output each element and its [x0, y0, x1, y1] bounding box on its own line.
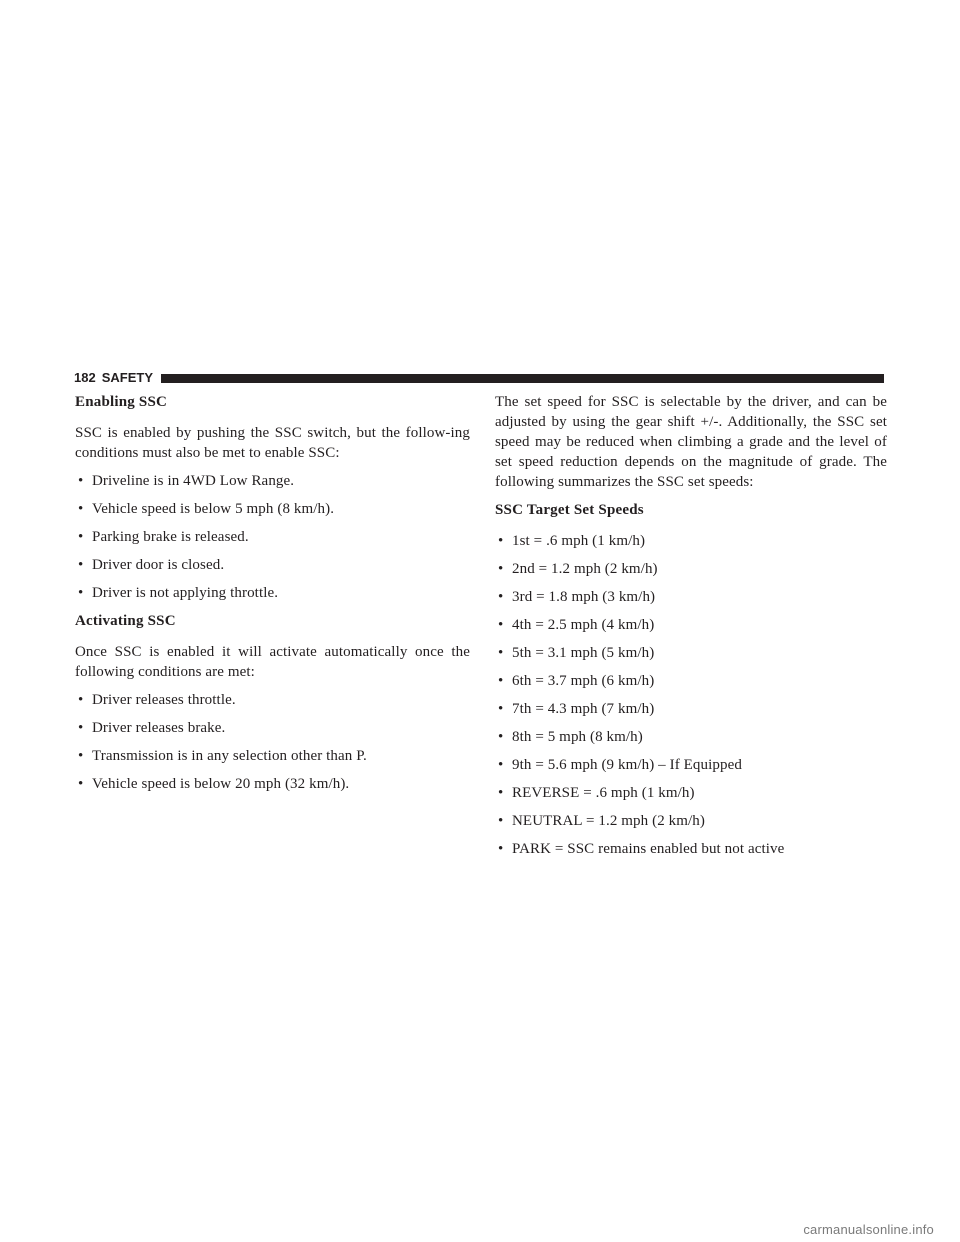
bullet-icon: • [78, 692, 84, 708]
list-item: • Driver releases brake. [75, 718, 470, 738]
list-item: • Parking brake is released. [75, 527, 470, 547]
enabling-intro: SSC is enabled by pushing the SSC switch, but the follow-ing conditions must also be met to enable SSC: [75, 425, 470, 461]
bullet-icon: • [78, 776, 84, 792]
page-header [74, 370, 884, 386]
bullet-icon: • [498, 729, 504, 745]
activating-intro: Once SSC is enabled it will activate automatically once the following conditions are met: [75, 644, 470, 680]
header-rule [161, 374, 884, 383]
bullet-icon: • [78, 473, 84, 489]
list-item: • Driveline is in 4WD Low Range. [75, 471, 470, 491]
bullet-icon: • [498, 561, 504, 577]
watermark: carmanualsonline.info [803, 1222, 934, 1237]
list-item: • 1st = .6 mph (1 km/h) [495, 531, 887, 551]
list-item: • Driver door is closed. [75, 555, 470, 575]
activating-list [75, 690, 470, 794]
speeds-list [495, 531, 887, 859]
bullet-icon: • [498, 813, 504, 829]
bullet-icon: • [498, 673, 504, 689]
right-column [495, 392, 887, 867]
bullet-icon: • [498, 645, 504, 661]
enabling-heading: Enabling SSC [75, 394, 168, 410]
list-item: • Transmission is in any selection other than P. [75, 746, 470, 766]
bullet-icon: • [78, 585, 84, 601]
list-item: • 8th = 5 mph (8 km/h) [495, 727, 887, 747]
bullet-icon: • [498, 841, 504, 857]
list-item: • 7th = 4.3 mph (7 km/h) [495, 699, 887, 719]
list-item: • Driver is not applying throttle. [75, 583, 470, 603]
activating-heading: Activating SSC [75, 613, 176, 629]
bullet-icon: • [498, 533, 504, 549]
list-item: • 2nd = 1.2 mph (2 km/h) [495, 559, 887, 579]
list-item: • 5th = 3.1 mph (5 km/h) [495, 643, 887, 663]
enabling-list [75, 471, 470, 603]
list-item: • Vehicle speed is below 20 mph (32 km/h). [75, 774, 470, 794]
set-speed-intro: The set speed for SSC is selectable by the driver, and can be adjusted by using the gear shift +/-. Additionally, the SSC set speed may be reduced when climbing a grade and the level of set speed reduction depends on the magnitude of grade. The following summarizes the SSC set speeds: [495, 394, 887, 490]
list-item: • 3rd = 1.8 mph (3 km/h) [495, 587, 887, 607]
list-item: • 6th = 3.7 mph (6 km/h) [495, 671, 887, 691]
list-item: • 4th = 2.5 mph (4 km/h) [495, 615, 887, 635]
bullet-icon: • [78, 748, 84, 764]
speeds-heading: SSC Target Set Speeds [495, 502, 644, 518]
bullet-icon: • [498, 757, 504, 773]
bullet-icon: • [498, 589, 504, 605]
list-item: • PARK = SSC remains enabled but not active [495, 839, 887, 859]
list-item: • 9th = 5.6 mph (9 km/h) – If Equipped [495, 755, 887, 775]
bullet-icon: • [498, 617, 504, 633]
left-column [75, 392, 470, 802]
list-item: • Vehicle speed is below 5 mph (8 km/h). [75, 499, 470, 519]
bullet-icon: • [78, 720, 84, 736]
list-item: • REVERSE = .6 mph (1 km/h) [495, 783, 887, 803]
bullet-icon: • [78, 557, 84, 573]
bullet-icon: • [498, 701, 504, 717]
bullet-icon: • [78, 529, 84, 545]
list-item: • Driver releases throttle. [75, 690, 470, 710]
section-title: SAFETY [101, 370, 153, 385]
bullet-icon: • [78, 501, 84, 517]
bullet-icon: • [498, 785, 504, 801]
page-number: 182 [74, 370, 96, 385]
list-item: • NEUTRAL = 1.2 mph (2 km/h) [495, 811, 887, 831]
